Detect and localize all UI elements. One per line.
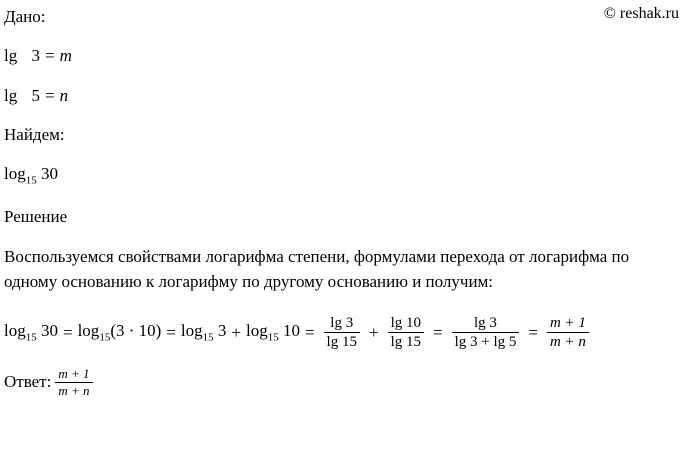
eq-sign-3: = <box>304 322 315 342</box>
eq-term-3a-fn: log <box>180 321 203 341</box>
fraction-4-numerator: m + 1 <box>549 314 586 331</box>
given-label: Дано: <box>4 7 46 26</box>
eq-sign-2: = <box>166 322 176 342</box>
eq-plus-2: + <box>368 322 379 342</box>
eq-term-3b-arg: 10 <box>282 321 300 341</box>
eq-sign-4: = <box>432 322 443 342</box>
fraction-3-numerator: lg 3 <box>474 314 497 331</box>
find-function: log <box>4 164 26 183</box>
eq-term-3b <box>246 321 300 343</box>
fraction-1-numerator: lg 3 <box>330 314 354 331</box>
eq-term-3b-fn: log <box>245 321 268 341</box>
fraction-2-numerator: lg 10 <box>390 314 421 331</box>
eq-term-1-fn: log <box>4 321 26 341</box>
eq-term-2-fn: log <box>77 321 100 341</box>
eq-sign-1: = <box>62 322 73 342</box>
answer-fraction <box>55 367 92 399</box>
answer-fraction-numerator: m + 1 <box>58 365 90 381</box>
eq-term-1-base: 15 <box>25 331 37 344</box>
given-1-function: lg <box>4 46 18 66</box>
eq-term-2-base: 15 <box>99 331 111 344</box>
eq-term-1-arg: 30 <box>40 321 58 341</box>
fraction-4-denominator: m + n <box>547 332 589 351</box>
given-2-value: n <box>59 85 69 105</box>
eq-term-3a <box>181 321 226 343</box>
find-base: 15 <box>25 174 37 187</box>
solution-text: Воспользуемся свойствами логарифма степени, формулами перехода от логарифма по одному основанию к логарифму по другому основанию и получим: <box>4 247 630 292</box>
eq-term-3a-base: 15 <box>202 331 214 344</box>
given-1-value: m <box>59 46 72 66</box>
fraction-1 <box>324 315 360 351</box>
find-argument: 30 <box>40 164 58 183</box>
find-label: Найдем: <box>4 124 65 144</box>
fraction-2 <box>388 315 424 351</box>
main-equation <box>4 315 681 351</box>
watermark: © reshak.ru <box>603 5 679 22</box>
given-2-function: lg <box>4 85 18 105</box>
fraction-3 <box>452 315 520 351</box>
fraction-1-denominator: lg 15 <box>324 332 360 351</box>
given-1-argument: 3 <box>31 46 40 66</box>
given-2-equals: = <box>44 85 55 105</box>
answer-label: Ответ: <box>4 372 52 392</box>
fraction-4 <box>547 315 589 351</box>
find-expression <box>4 163 681 188</box>
fraction-2-denominator: lg 15 <box>388 332 424 351</box>
answer-fraction-denominator: m + n <box>55 382 92 398</box>
eq-plus-1: + <box>231 322 241 342</box>
given-2-argument: 5 <box>31 85 40 105</box>
given-item-1 <box>4 45 681 66</box>
answer-row <box>4 367 681 399</box>
given-item-2 <box>4 85 681 106</box>
given-1-equals: = <box>44 46 55 66</box>
eq-term-2 <box>78 321 162 343</box>
eq-term-2-arg: (3 · 10) <box>110 321 162 341</box>
eq-term-3a-arg: 3 <box>217 321 227 341</box>
solution-label: Решение <box>4 207 68 227</box>
eq-sign-5: = <box>528 322 538 342</box>
eq-term-3b-base: 15 <box>267 331 279 344</box>
fraction-3-denominator: lg 3 + lg 5 <box>452 332 520 351</box>
eq-term-1 <box>4 321 58 343</box>
